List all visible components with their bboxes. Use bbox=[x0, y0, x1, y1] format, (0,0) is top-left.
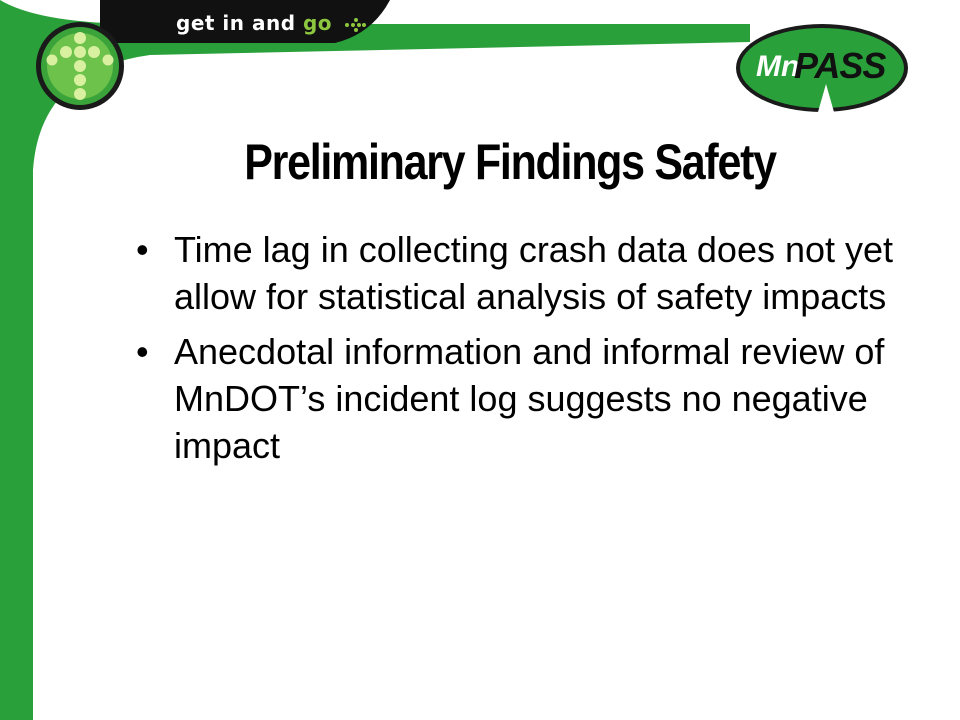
header-tagline bbox=[176, 10, 366, 36]
dotted-arrow-icon bbox=[344, 17, 366, 33]
logo-suffix: PASS bbox=[794, 45, 886, 86]
bullet-dot-icon: • bbox=[136, 331, 149, 372]
tagline-accent: go bbox=[302, 11, 333, 35]
bullet-text: Anecdotal information and informal review of MnDOT’s incident log suggests no negative impact bbox=[174, 331, 885, 466]
bullet-text: Time lag in collecting crash data does not yet allow for statistical analysis of safety impacts bbox=[174, 229, 894, 317]
bullet-item bbox=[136, 328, 896, 469]
logo-prefix: Mn bbox=[756, 50, 800, 83]
arrow-emblem-icon bbox=[36, 22, 124, 110]
bullet-item bbox=[136, 226, 896, 320]
bullet-list bbox=[136, 226, 896, 477]
mnpass-logo bbox=[734, 22, 910, 114]
slide-title: Preliminary Findings Safety bbox=[244, 134, 776, 190]
bullet-dot-icon: • bbox=[136, 229, 149, 270]
tagline-main: get in and bbox=[176, 11, 303, 35]
